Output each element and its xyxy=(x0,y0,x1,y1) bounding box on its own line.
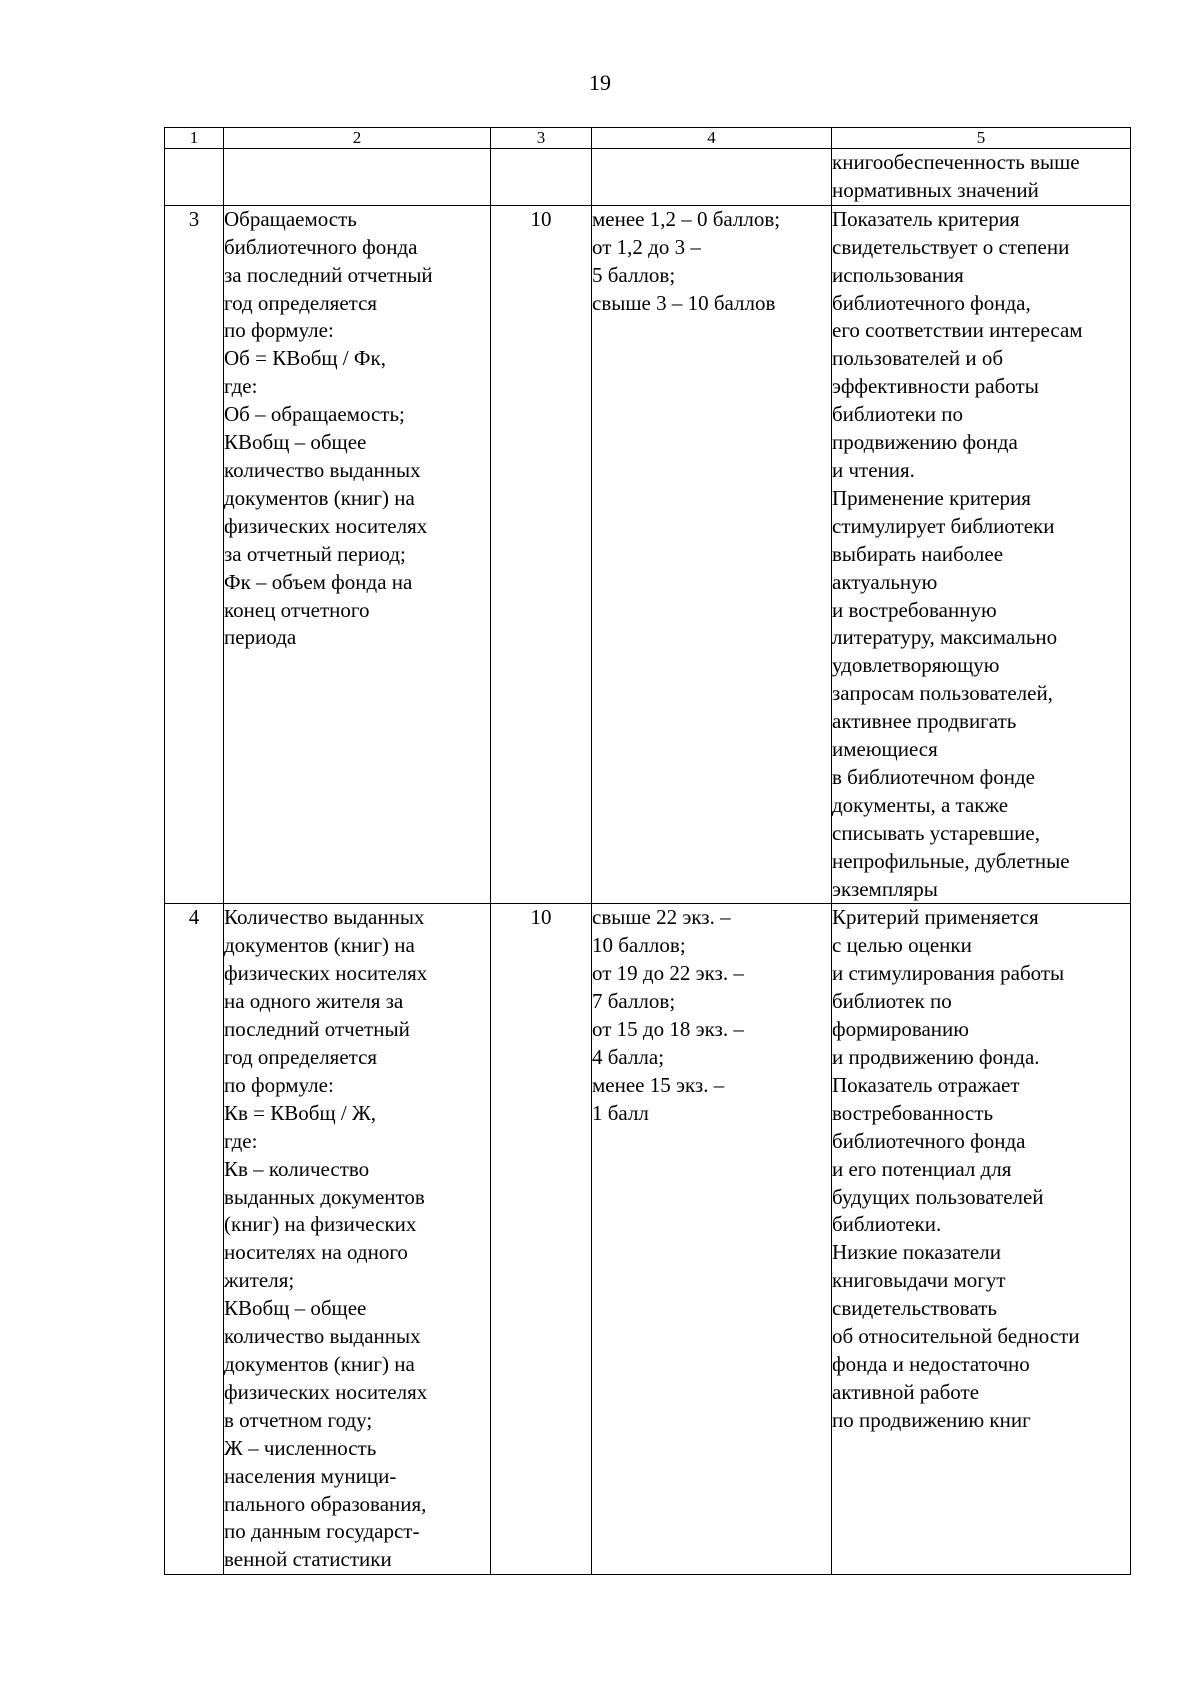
text-line: от 1,2 до 3 – xyxy=(592,234,701,259)
text-line: Применение критерия xyxy=(832,485,1031,510)
column-number-1: 1 xyxy=(165,128,224,149)
text-line: документов (книг) на xyxy=(224,933,415,958)
text-line: 7 баллов; xyxy=(592,989,676,1014)
text-line: будущих пользователей xyxy=(832,1184,1044,1209)
text-line: последний отчетный xyxy=(224,1017,410,1042)
text-line: Фк – объем фонда на xyxy=(224,569,413,594)
text-line: библиотек по xyxy=(832,989,952,1014)
text-line: Обращаемость xyxy=(224,206,357,231)
row-number: 3 xyxy=(165,205,224,904)
text-line: свыше 3 – 10 баллов xyxy=(592,290,776,315)
text-line: и востребованную xyxy=(832,597,997,622)
continuation-criterion-cell xyxy=(224,149,491,206)
text-line: свидетельствует о степени xyxy=(832,234,1070,259)
text-line: использования xyxy=(832,262,964,287)
text-line: где: xyxy=(224,374,258,399)
text-line: по формуле: xyxy=(224,318,334,343)
text-line: Показатель отражает xyxy=(832,1072,1020,1097)
continuation-scoring-cell xyxy=(592,149,832,206)
text-line: пального образования, xyxy=(224,1491,427,1516)
text-line: 4 балла; xyxy=(592,1045,665,1069)
text-line: библиотечного фонда xyxy=(224,234,418,259)
text-line: выданных документов xyxy=(224,1184,425,1209)
text-line: Кв = КВобщ / Ж, xyxy=(224,1100,377,1125)
text-line: выбирать наиболее xyxy=(832,541,1004,566)
text-line: год определяется xyxy=(224,1045,378,1069)
max-score-cell: 10 xyxy=(491,205,592,904)
column-number-3: 3 xyxy=(491,128,592,149)
text-line: библиотеки по xyxy=(832,402,963,427)
description-cell xyxy=(832,904,1131,1575)
column-number-2: 2 xyxy=(224,128,491,149)
text-line: жителя; xyxy=(224,1268,295,1293)
text-line: венной статистики xyxy=(224,1547,392,1572)
text-line: менее 15 экз. – xyxy=(592,1072,725,1097)
text-line: по данным государст- xyxy=(224,1519,420,1544)
text-line: фонда и недостаточно xyxy=(832,1351,1030,1376)
text-line: от 15 до 18 экз. – xyxy=(592,1017,744,1042)
criterion-row xyxy=(165,205,1131,904)
criterion-row xyxy=(165,904,1131,1575)
text-line: и продвижению фонда. xyxy=(832,1045,1040,1069)
text-line: актуальную xyxy=(832,569,938,594)
scoring-cell xyxy=(592,205,832,904)
text-line: книговыдачи могут xyxy=(832,1268,1006,1293)
description-cell xyxy=(832,205,1131,904)
text-line: библиотеки. xyxy=(832,1212,942,1237)
text-line: физических носителях xyxy=(224,513,428,538)
text-line: книгообеспеченность выше xyxy=(832,150,1080,174)
text-line: по продвижению книг xyxy=(832,1407,1031,1432)
text-line: населения муници- xyxy=(224,1463,397,1488)
text-line: КВобщ – общее xyxy=(224,430,367,455)
row-number: 4 xyxy=(165,904,224,1575)
text-line: с целью оценки xyxy=(832,933,972,958)
text-line: свидетельствовать xyxy=(832,1296,997,1321)
text-line: количество выданных xyxy=(224,457,421,482)
continuation-row xyxy=(165,149,1131,206)
text-line: имеющиеся xyxy=(832,737,938,762)
criteria-table xyxy=(164,127,1131,1575)
text-line: за отчетный период; xyxy=(224,541,406,566)
scoring-cell xyxy=(592,904,832,1575)
text-line: библиотечного фонда, xyxy=(832,290,1031,315)
text-line: физических носителях xyxy=(224,961,428,986)
text-line: Кв – количество xyxy=(224,1156,370,1181)
text-line: эффективности работы xyxy=(832,374,1039,399)
text-line: 10 баллов; xyxy=(592,933,686,958)
criterion-cell xyxy=(224,205,491,904)
text-line: документов (книг) на xyxy=(224,1351,415,1376)
text-line: и его потенциал для xyxy=(832,1156,1012,1181)
text-line: Критерий применяется xyxy=(832,905,1039,930)
text-line: продвижению фонда xyxy=(832,430,1018,455)
text-line: документов (книг) на xyxy=(224,485,415,510)
text-line: его соответствии интересам xyxy=(832,318,1083,343)
text-line: по формуле: xyxy=(224,1072,334,1097)
text-line: носителях на одного xyxy=(224,1240,408,1265)
text-line: востребованность xyxy=(832,1100,994,1125)
text-line: периода xyxy=(224,625,297,650)
text-line: Об = КВобщ / Фк, xyxy=(224,346,386,371)
text-line: Об – обращаемость; xyxy=(224,402,405,427)
text-line: пользователей и об xyxy=(832,346,1004,371)
text-line: Количество выданных xyxy=(224,905,425,930)
text-line: от 19 до 22 экз. – xyxy=(592,961,744,986)
text-line: год определяется xyxy=(224,290,378,315)
text-line: Показатель критерия xyxy=(832,206,1020,231)
text-line: Ж – численность xyxy=(224,1435,377,1460)
max-score-cell: 10 xyxy=(491,904,592,1575)
text-line: непрофильные, дублетные xyxy=(832,848,1070,873)
text-line: 5 баллов; xyxy=(592,262,676,287)
text-line: запросам пользователей, xyxy=(832,681,1053,706)
text-line: удовлетворяющую xyxy=(832,653,1000,678)
text-line: в библиотечном фонде xyxy=(832,764,1035,789)
text-line: и стимулирования работы xyxy=(832,961,1065,986)
text-line: Низкие показатели xyxy=(832,1240,1001,1265)
column-number-5: 5 xyxy=(832,128,1131,149)
text-line: библиотечного фонда xyxy=(832,1128,1026,1153)
text-line: менее 1,2 – 0 баллов; xyxy=(592,206,781,231)
page-number: 19 xyxy=(589,70,611,95)
column-number-4: 4 xyxy=(592,128,832,149)
text-line: списывать устаревшие, xyxy=(832,820,1040,845)
text-line: 1 балл xyxy=(592,1100,649,1125)
text-line: об относительной бедности xyxy=(832,1324,1080,1349)
text-line: стимулирует библиотеки xyxy=(832,513,1055,538)
continuation-num-cell xyxy=(165,149,224,206)
text-line: свыше 22 экз. – xyxy=(592,905,731,930)
text-line: количество выданных xyxy=(224,1324,421,1349)
text-line: формированию xyxy=(832,1017,969,1042)
text-line: экземпляры xyxy=(832,876,938,901)
text-line: активной работе xyxy=(832,1379,980,1404)
text-line: активнее продвигать xyxy=(832,709,1017,734)
text-line: (книг) на физических xyxy=(224,1212,417,1237)
text-line: КВобщ – общее xyxy=(224,1296,367,1321)
text-line: где: xyxy=(224,1128,258,1153)
text-line: и чтения. xyxy=(832,457,915,482)
text-line: в отчетном году; xyxy=(224,1407,373,1432)
header-row xyxy=(165,128,1131,149)
text-line: на одного жителя за xyxy=(224,989,404,1014)
text-line: физических носителях xyxy=(224,1379,428,1404)
text-line: конец отчетного xyxy=(224,597,370,622)
continuation-description-cell xyxy=(832,149,1131,206)
text-line: за последний отчетный xyxy=(224,262,433,287)
text-line: литературу, максимально xyxy=(832,625,1058,650)
text-line: нормативных значений xyxy=(832,177,1039,202)
continuation-score-cell xyxy=(491,149,592,206)
criterion-cell xyxy=(224,904,491,1575)
text-line: документы, а также xyxy=(832,792,1009,817)
